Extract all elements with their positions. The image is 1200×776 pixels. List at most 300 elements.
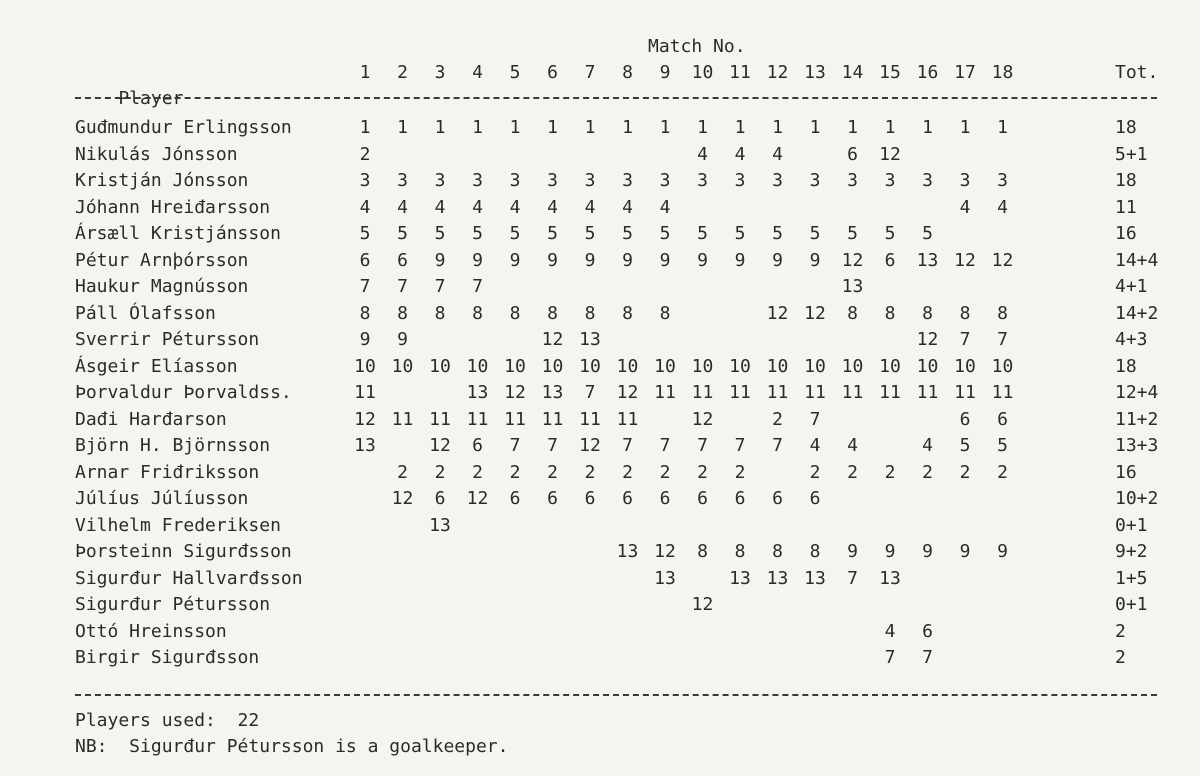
shirt-number-cell: 7	[997, 329, 1008, 350]
shirt-number-cell: 1	[734, 117, 746, 138]
shirt-number-cell: 9	[809, 249, 821, 271]
shirt-number-cell: 8	[959, 302, 971, 324]
shirt-number-cell: 10	[916, 355, 939, 377]
player-name: Ásgeir Elíasson	[75, 355, 238, 377]
shirt-number-cell: 7	[884, 647, 896, 668]
shirt-number-cell: 1	[622, 117, 633, 138]
shirt-number-cell: 9	[397, 329, 408, 350]
shirt-number-cell: 6	[772, 488, 783, 509]
table-row	[75, 168, 1137, 194]
shirt-number-cell: 11	[729, 382, 751, 403]
shirt-number-cell: 4	[772, 143, 783, 165]
shirt-number-cell: 10	[391, 355, 414, 377]
shirt-number-cell: 4	[997, 196, 1008, 218]
shirt-number-cell: 2	[997, 461, 1008, 483]
total-cell: 4+1	[1115, 276, 1148, 297]
shirt-number-cell: 11	[354, 382, 376, 403]
table-row	[75, 486, 1159, 512]
shirt-number-cell: 8	[659, 302, 671, 324]
shirt-number-cell: 12	[841, 249, 864, 271]
shirt-number-cell: 10	[429, 355, 451, 377]
shirt-number-cell: 8	[434, 302, 446, 324]
shirt-number-cell: 10	[504, 355, 526, 377]
shirt-number-cell: 1	[472, 117, 483, 138]
shirt-number-cell: 8	[584, 302, 596, 324]
shirt-number-cell: 1	[584, 117, 596, 138]
shirt-number-cell: 4	[434, 196, 446, 218]
match-number-header: 13	[804, 62, 826, 83]
shirt-number-cell: 1	[922, 117, 933, 138]
shirt-number-cell: 2	[472, 461, 483, 483]
shirt-number-cell: 4	[734, 143, 746, 165]
table-row	[75, 327, 1148, 353]
shirt-number-cell: 4	[847, 435, 858, 456]
shirt-number-cell: 11	[429, 408, 451, 430]
shirt-number-cell: 11	[579, 408, 601, 430]
shirt-number-cell: 13	[429, 514, 451, 536]
shirt-number-cell: 7	[397, 276, 408, 297]
total-cell: 14+2	[1115, 302, 1159, 324]
total-cell: 11	[1115, 196, 1137, 218]
shirt-number-cell: 2	[847, 461, 858, 483]
total-cell: 9+2	[1115, 541, 1148, 562]
shirt-number-cell: 4	[472, 196, 483, 218]
shirt-number-cell: 9	[547, 249, 558, 271]
player-name: Arnar Friđriksson	[75, 461, 260, 483]
shirt-number-cell: 7	[697, 435, 708, 456]
dashed-rule-top	[75, 97, 1157, 99]
shirt-number-cell: 4	[659, 196, 671, 218]
shirt-number-cell: 2	[397, 461, 408, 483]
shirt-number-cell: 12	[579, 435, 601, 456]
shirt-number-cell: 10	[579, 355, 601, 377]
match-number-header: 3	[434, 62, 446, 83]
match-number-header: 4	[472, 62, 483, 83]
shirt-number-cell: 1	[434, 117, 446, 138]
shirt-number-cell: 10	[729, 355, 751, 377]
player-name: Nikulás Jónsson	[75, 143, 238, 165]
shirt-number-cell: 9	[734, 249, 746, 271]
shirt-number-cell: 1	[847, 117, 858, 138]
table-row	[75, 619, 1126, 645]
total-cell: 11+2	[1115, 408, 1159, 430]
shirt-number-cell: 4	[884, 620, 896, 642]
shirt-number-cell: 3	[434, 170, 446, 191]
shirt-number-cell: 5	[547, 223, 558, 244]
shirt-number-cell: 6	[584, 488, 596, 509]
shirt-number-cell: 1	[697, 117, 708, 138]
shirt-number-cell: 12	[391, 488, 414, 509]
shirt-number-cell: 1	[884, 117, 896, 138]
shirt-number-cell: 13	[354, 435, 376, 456]
match-number-header: 9	[659, 62, 671, 83]
shirt-number-cell: 5	[997, 435, 1008, 456]
player-name: Guđmundur Erlingsson	[75, 117, 292, 138]
match-number-header: 15	[879, 62, 901, 83]
shirt-number-cell: 10	[691, 355, 714, 377]
shirt-number-cell: 9	[659, 249, 671, 271]
shirt-number-cell: 8	[697, 541, 708, 562]
shirt-number-cell: 5	[659, 223, 671, 244]
player-column-header: Player	[118, 88, 184, 109]
shirt-number-cell: 2	[884, 461, 896, 483]
match-number-header: 10	[691, 62, 714, 83]
shirt-number-cell: 6	[809, 488, 821, 509]
shirt-number-cell: 12	[616, 382, 639, 403]
shirt-number-cell: 6	[884, 249, 896, 271]
shirt-number-cell: 9	[359, 329, 371, 350]
player-name: Þorsteinn Sigurđsson	[75, 541, 292, 562]
shirt-number-cell: 10	[654, 355, 676, 377]
shirt-number-cell: 9	[922, 541, 933, 562]
total-cell: 16	[1115, 461, 1137, 483]
table-row	[75, 354, 1137, 380]
shirt-number-cell: 6	[959, 408, 971, 430]
shirt-number-cell: 10	[766, 355, 789, 377]
match-number-header: 12	[766, 62, 789, 83]
shirt-number-cell: 11	[916, 382, 939, 403]
table-row	[75, 248, 1159, 274]
shirt-number-cell: 3	[922, 170, 933, 191]
shirt-number-cell: 4	[584, 196, 596, 218]
shirt-number-cell: 10	[541, 355, 564, 377]
shirt-number-cell: 6	[547, 488, 558, 509]
shirt-number-cell: 4	[922, 435, 933, 456]
shirt-number-cell: 5	[584, 223, 596, 244]
player-name: Pétur Arnþórsson	[75, 249, 249, 271]
shirt-number-cell: 9	[509, 249, 521, 271]
shirt-number-cell: 2	[697, 461, 708, 483]
shirt-number-cell: 6	[734, 488, 746, 509]
shirt-number-cell: 7	[772, 435, 783, 456]
shirt-number-cell: 8	[884, 302, 896, 324]
shirt-number-cell: 11	[879, 382, 901, 403]
shirt-number-cell: 5	[434, 223, 446, 244]
shirt-number-cell: 2	[547, 461, 558, 483]
shirt-number-cell: 8	[734, 541, 746, 562]
match-no-heading: Match No.	[648, 36, 746, 57]
shirt-number-cell: 2	[959, 461, 971, 483]
shirt-number-cell: 2	[809, 461, 821, 483]
table-row	[75, 221, 1137, 247]
shirt-number-cell: 5	[472, 223, 483, 244]
shirt-number-cell: 9	[772, 249, 783, 271]
shirt-number-cell: 2	[584, 461, 596, 483]
shirt-number-cell: 7	[509, 435, 521, 456]
shirt-number-cell: 1	[509, 117, 521, 138]
shirt-number-cell: 2	[734, 461, 746, 483]
column-header-row	[75, 60, 1159, 109]
shirt-number-cell: 9	[434, 249, 446, 271]
shirt-number-cell: 13	[579, 329, 601, 350]
shirt-number-cell: 8	[397, 302, 408, 324]
player-name: Páll Ólafsson	[75, 302, 216, 324]
shirt-number-cell: 1	[359, 117, 371, 138]
total-cell: 14+4	[1115, 249, 1159, 271]
table-row	[75, 274, 1148, 300]
total-cell: 16	[1115, 223, 1137, 244]
shirt-number-cell: 8	[922, 302, 933, 324]
shirt-number-cell: 3	[734, 170, 746, 191]
shirt-number-cell: 10	[991, 355, 1014, 377]
shirt-number-cell: 12	[991, 249, 1014, 271]
match-number-header: 17	[954, 62, 976, 83]
shirt-number-cell: 11	[616, 408, 639, 430]
shirt-number-cell: 13	[654, 567, 676, 589]
shirt-number-cell: 2	[659, 461, 671, 483]
shirt-number-cell: 11	[691, 382, 714, 403]
shirt-number-cell: 10	[354, 355, 376, 377]
table-row	[75, 566, 1148, 592]
shirt-number-cell: 6	[434, 488, 446, 509]
shirt-number-cell: 5	[847, 223, 858, 244]
shirt-number-cell: 3	[997, 170, 1008, 191]
shirt-number-cell: 1	[959, 117, 971, 138]
shirt-number-cell: 13	[841, 276, 864, 297]
match-number-header: 5	[509, 62, 521, 83]
shirt-number-cell: 3	[509, 170, 521, 191]
shirt-number-cell: 12	[691, 594, 714, 615]
shirt-number-cell: 8	[809, 541, 821, 562]
shirt-number-cell: 13	[616, 541, 639, 562]
shirt-number-cell: 11	[391, 408, 414, 430]
table-row	[75, 513, 1148, 539]
shirt-number-cell: 2	[622, 461, 633, 483]
shirt-number-cell: 12	[354, 408, 376, 430]
total-cell: 12+4	[1115, 382, 1159, 403]
shirt-number-cell: 4	[622, 196, 633, 218]
shirt-number-cell: 1	[397, 117, 408, 138]
shirt-number-cell: 2	[772, 408, 783, 430]
shirt-number-cell: 11	[991, 382, 1014, 403]
shirt-number-cell: 4	[809, 435, 821, 456]
shirt-number-cell: 5	[622, 223, 633, 244]
table-row	[75, 592, 1148, 618]
shirt-number-cell: 10	[616, 355, 639, 377]
shirt-number-cell: 13	[541, 382, 564, 403]
shirt-number-cell: 12	[504, 382, 526, 403]
total-cell: 2	[1115, 620, 1126, 642]
shirt-number-cell: 7	[959, 329, 971, 350]
shirt-number-cell: 12	[429, 435, 451, 456]
shirt-number-cell: 7	[847, 567, 858, 589]
shirt-number-cell: 13	[729, 567, 751, 589]
shirt-number-cell: 6	[659, 488, 671, 509]
shirt-number-cell: 13	[804, 567, 826, 589]
total-cell: 1+5	[1115, 567, 1148, 589]
shirt-number-cell: 6	[622, 488, 633, 509]
total-cell: 0+1	[1115, 514, 1148, 536]
shirt-number-cell: 8	[847, 302, 858, 324]
shirt-number-cell: 3	[847, 170, 858, 191]
shirt-number-cell: 7	[922, 647, 933, 668]
shirt-number-cell: 5	[772, 223, 783, 244]
match-number-header: 2	[397, 62, 408, 83]
shirt-number-cell: 2	[509, 461, 521, 483]
player-name: Dađi Harđarson	[75, 408, 227, 430]
shirt-number-cell: 3	[809, 170, 821, 191]
player-name: Jóhann Hreiđarsson	[75, 196, 271, 218]
player-name: Sigurđur Hallvarđsson	[75, 567, 303, 589]
total-column-header: Tot.	[1115, 62, 1159, 83]
shirt-number-cell: 2	[434, 461, 446, 483]
shirt-number-cell: 2	[922, 461, 933, 483]
shirt-number-cell: 8	[622, 302, 633, 324]
player-name: Þorvaldur Þorvaldss.	[75, 382, 292, 403]
shirt-number-cell: 11	[954, 382, 976, 403]
match-number-header: 16	[916, 62, 939, 83]
shirt-number-cell: 3	[622, 170, 633, 191]
table-row	[75, 380, 1159, 406]
shirt-number-cell: 1	[772, 117, 783, 138]
shirt-number-cell: 5	[509, 223, 521, 244]
table-row	[75, 195, 1137, 221]
total-cell: 0+1	[1115, 594, 1148, 615]
table-row	[75, 539, 1148, 565]
shirt-number-cell: 11	[504, 408, 526, 430]
total-cell: 18	[1115, 170, 1137, 191]
shirt-number-cell: 8	[359, 302, 371, 324]
shirt-number-cell: 7	[584, 382, 596, 403]
shirt-number-cell: 12	[541, 329, 564, 350]
shirt-number-cell: 8	[472, 302, 483, 324]
shirt-number-cell: 4	[547, 196, 558, 218]
player-name: Kristján Jónsson	[75, 170, 249, 191]
shirt-number-cell: 8	[997, 302, 1008, 324]
shirt-number-cell: 13	[879, 567, 901, 589]
shirt-number-cell: 10	[954, 355, 976, 377]
table-row	[75, 142, 1148, 168]
match-number-header: 11	[729, 62, 751, 83]
shirt-number-cell: 4	[697, 143, 708, 165]
player-name: Sigurđur Pétursson	[75, 594, 271, 615]
shirt-number-cell: 10	[466, 355, 489, 377]
table-row	[75, 433, 1159, 459]
shirt-number-cell: 6	[997, 408, 1008, 430]
shirt-number-cell: 6	[509, 488, 521, 509]
shirt-number-cell: 5	[697, 223, 708, 244]
shirt-number-cell: 9	[884, 541, 896, 562]
match-number-header: 1	[359, 62, 371, 83]
shirt-number-cell: 12	[916, 329, 939, 350]
shirt-number-cell: 12	[804, 302, 826, 324]
shirt-number-cell: 11	[841, 382, 864, 403]
total-cell: 4+3	[1115, 329, 1148, 350]
shirt-number-cell: 11	[654, 382, 676, 403]
shirt-number-cell: 9	[584, 249, 596, 271]
shirt-number-cell: 10	[804, 355, 826, 377]
shirt-number-cell: 5	[922, 223, 933, 244]
table-row	[75, 407, 1159, 433]
shirt-number-cell: 13	[466, 382, 489, 403]
match-number-header: 6	[547, 62, 558, 83]
match-number-header: 7	[584, 62, 596, 83]
shirt-number-cell: 8	[772, 541, 783, 562]
shirt-number-cell: 4	[509, 196, 521, 218]
shirt-number-cell: 1	[809, 117, 821, 138]
shirt-number-cell: 3	[472, 170, 483, 191]
shirt-number-cell: 3	[584, 170, 596, 191]
shirt-number-cell: 7	[472, 276, 483, 297]
shirt-number-cell: 3	[547, 170, 558, 191]
total-cell: 18	[1115, 355, 1137, 377]
shirt-number-cell: 3	[397, 170, 408, 191]
shirt-number-cell: 6	[697, 488, 708, 509]
player-name: Haukur Magnússon	[75, 276, 249, 297]
player-name: Ottó Hreinsson	[75, 620, 227, 642]
shirt-number-cell: 7	[659, 435, 671, 456]
shirt-number-cell: 3	[772, 170, 783, 191]
shirt-number-cell: 1	[659, 117, 671, 138]
shirt-number-cell: 12	[654, 541, 676, 562]
player-name: Vilhelm Frederiksen	[75, 514, 281, 536]
total-cell: 10+2	[1115, 488, 1159, 509]
shirt-number-cell: 7	[359, 276, 371, 297]
shirt-number-cell: 10	[879, 355, 901, 377]
shirt-number-cell: 4	[359, 196, 371, 218]
shirt-number-cell: 2	[359, 143, 371, 165]
shirt-number-cell: 8	[509, 302, 521, 324]
table-row	[75, 301, 1159, 327]
player-name: Júlíus Júlíusson	[75, 488, 249, 509]
shirt-number-cell: 9	[959, 541, 971, 562]
shirt-number-cell: 4	[397, 196, 408, 218]
shirt-number-cell: 9	[622, 249, 633, 271]
shirt-number-cell: 4	[959, 196, 971, 218]
shirt-number-cell: 5	[884, 223, 896, 244]
total-cell: 5+1	[1115, 143, 1148, 165]
shirt-number-cell: 5	[959, 435, 971, 456]
shirt-number-cell: 12	[466, 488, 489, 509]
shirt-number-cell: 1	[997, 117, 1008, 138]
shirt-number-cell: 3	[659, 170, 671, 191]
shirt-number-cell: 11	[541, 408, 564, 430]
total-cell: 18	[1115, 117, 1137, 138]
shirt-number-cell: 12	[954, 249, 976, 271]
match-number-header: 8	[622, 62, 633, 83]
goalkeeper-note: NB: Sigurđur Pétursson is a goalkeeper.	[75, 736, 509, 757]
shirt-number-cell: 12	[879, 143, 901, 165]
shirt-number-cell: 7	[622, 435, 633, 456]
player-name: Birgir Sigurđsson	[75, 647, 260, 668]
shirt-number-cell: 9	[697, 249, 708, 271]
shirt-number-cell: 5	[809, 223, 821, 244]
shirt-number-cell: 12	[691, 408, 714, 430]
player-name: Ársæll Kristjánsson	[75, 223, 281, 244]
shirt-number-cell: 11	[804, 382, 826, 403]
shirt-number-cell: 3	[884, 170, 896, 191]
shirt-number-cell: 7	[547, 435, 558, 456]
shirt-number-cell: 1	[547, 117, 558, 138]
player-name: Sverrir Pétursson	[75, 329, 260, 350]
shirt-number-cell: 10	[841, 355, 864, 377]
shirt-number-cell: 9	[997, 541, 1008, 562]
players-used-line: Players used: 22	[75, 710, 260, 731]
shirt-number-cell: 3	[697, 170, 708, 191]
shirt-number-cell: 13	[916, 249, 939, 271]
match-number-header: 14	[841, 62, 864, 83]
total-cell: 2	[1115, 647, 1126, 668]
shirt-number-cell: 6	[359, 249, 371, 271]
dashed-rule-bottom	[75, 694, 1157, 696]
shirt-number-cell: 9	[472, 249, 483, 271]
shirt-number-cell: 11	[466, 408, 489, 430]
shirt-number-cell: 5	[397, 223, 408, 244]
shirt-number-cell: 7	[734, 435, 746, 456]
shirt-number-cell: 5	[359, 223, 371, 244]
shirt-number-cell: 11	[766, 382, 789, 403]
shirt-number-cell: 9	[847, 541, 858, 562]
